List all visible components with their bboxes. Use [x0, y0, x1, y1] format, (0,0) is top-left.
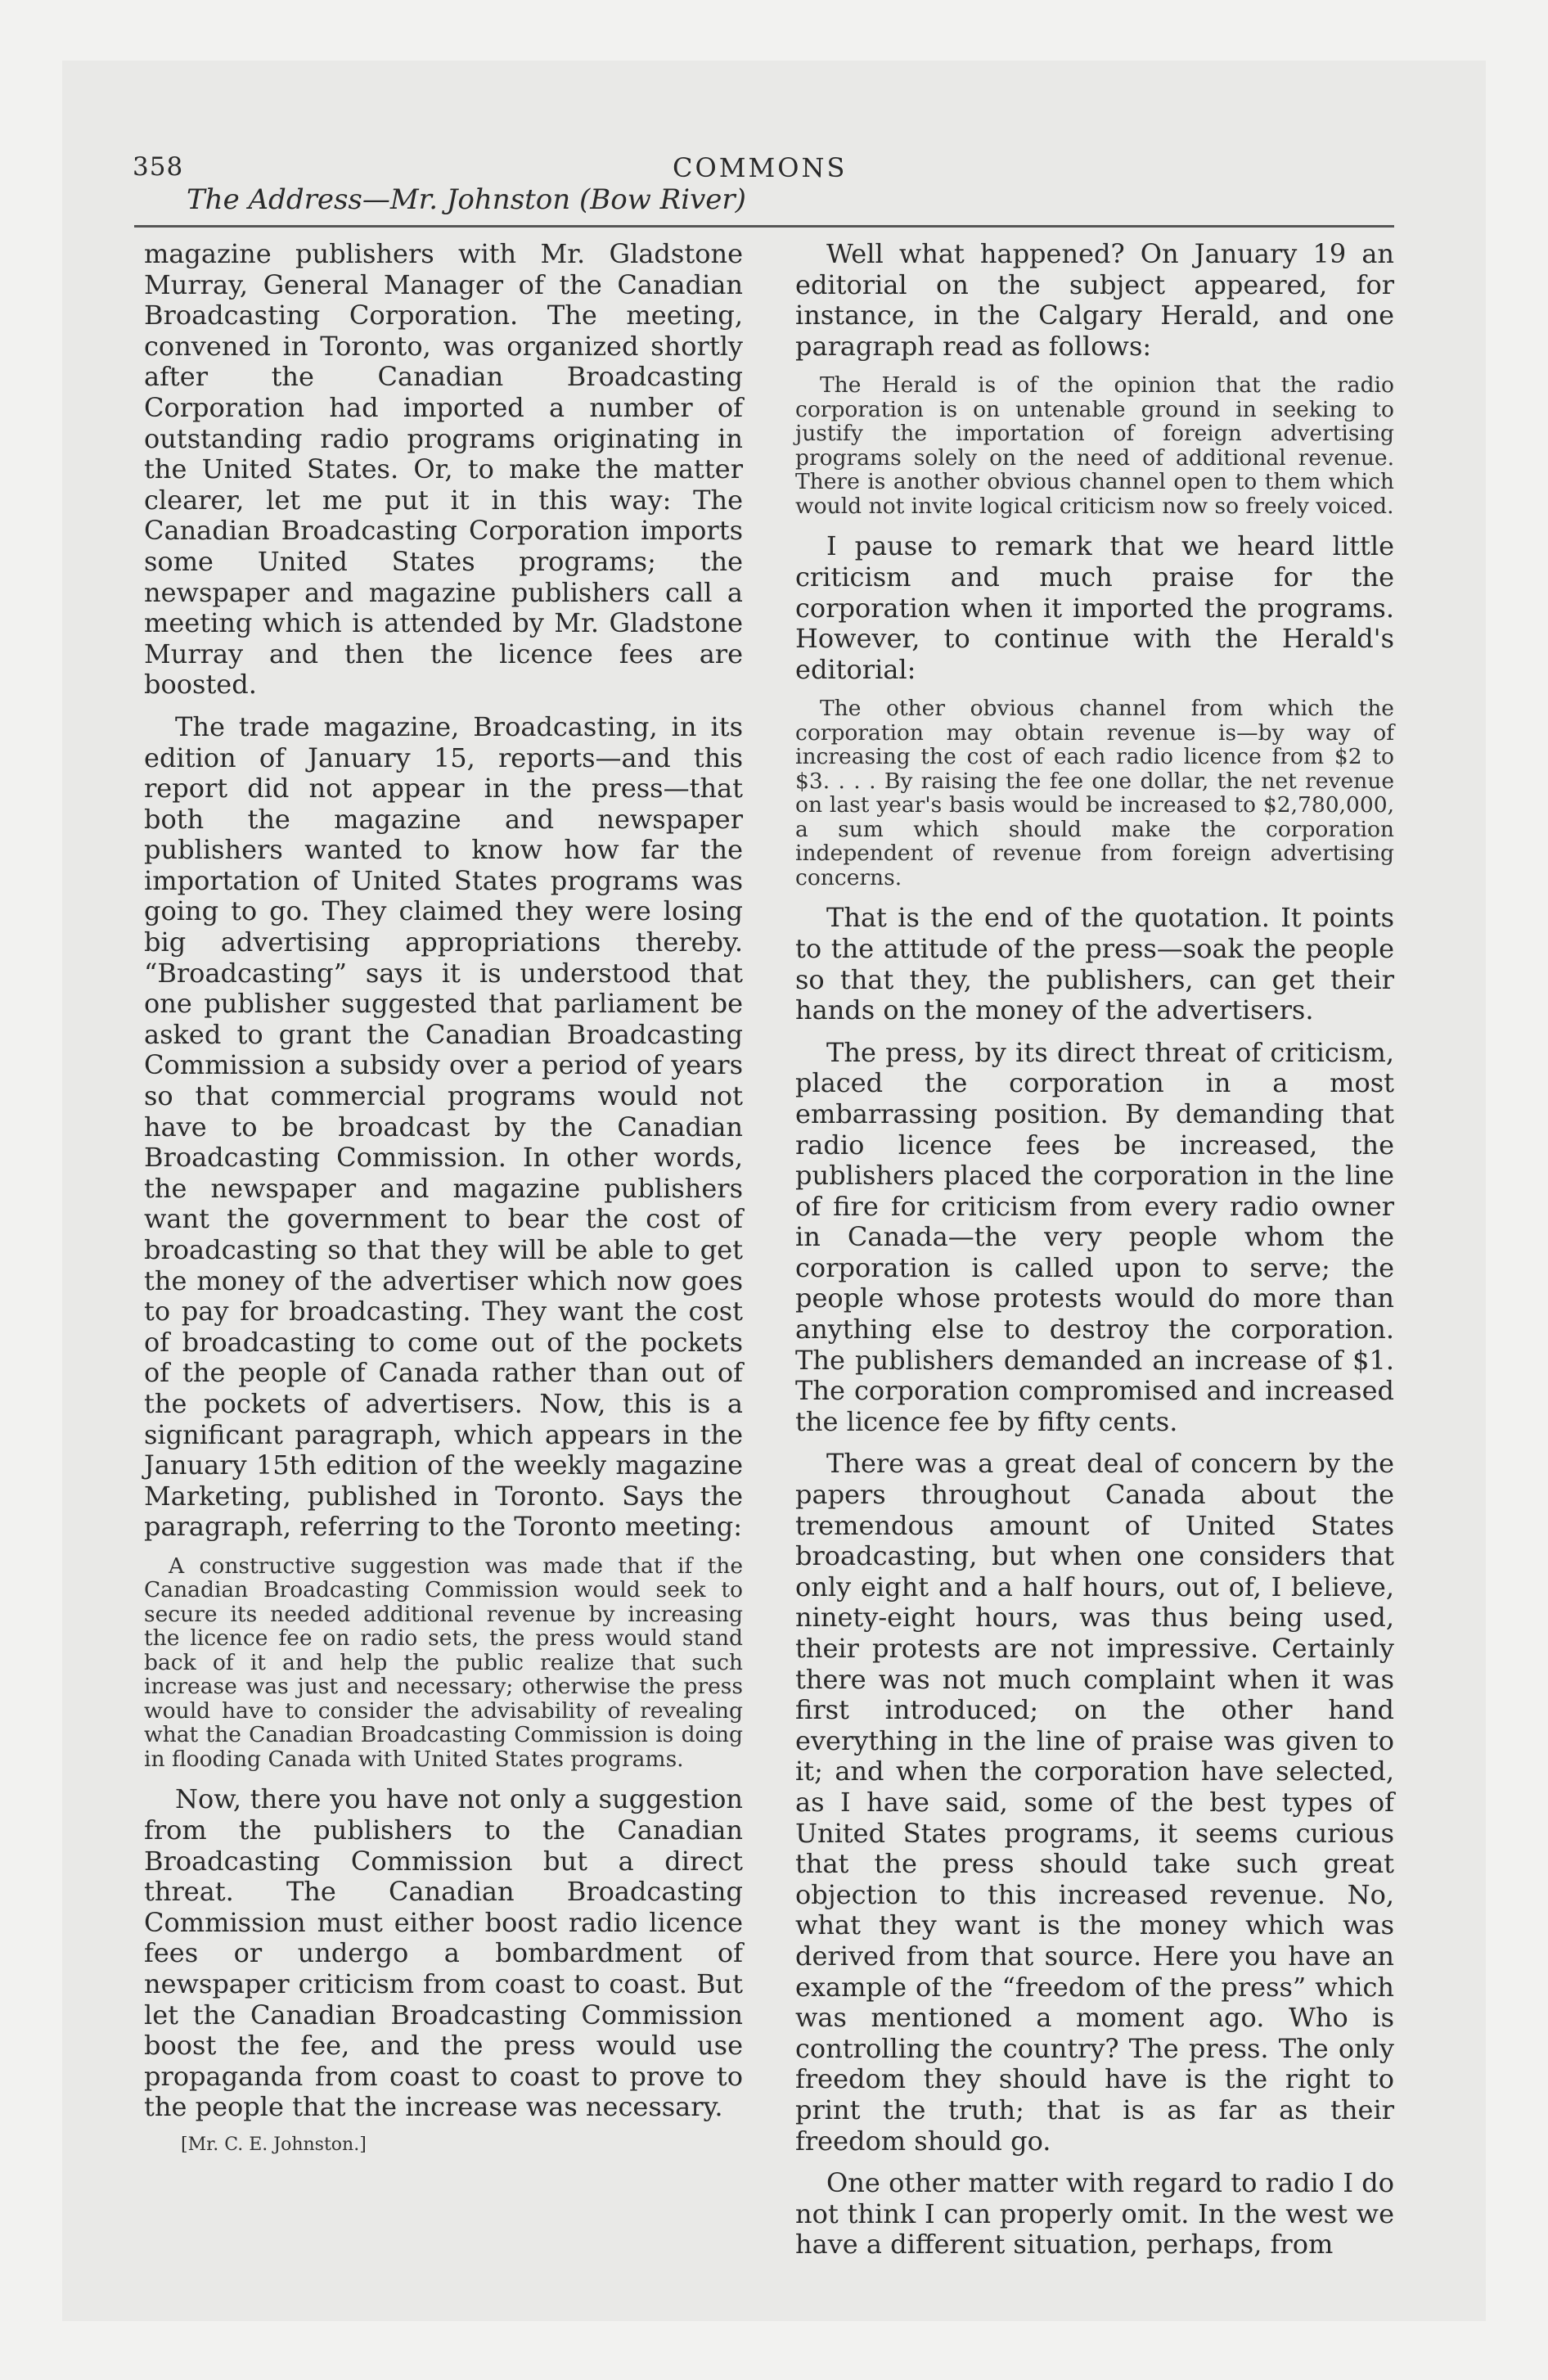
speaker-subhead: The Address—Mr. Johnston (Bow River) — [187, 183, 746, 216]
right-column — [795, 239, 1394, 2272]
paragraph: Well what happened? On January 19 an editorial on the subject appeared, for instance, in the Calgary Herald, and one paragraph read as follows: — [795, 238, 1394, 362]
paragraph: One other matter with regard to radio I do not think I can properly omit. In the west we have a different situation, perhaps, from — [795, 2167, 1394, 2261]
left-column — [144, 239, 743, 2155]
paragraph: Now, there you have not only a suggestion from the publishers to the Canadian Broadcasting Commission but a direct threat. The Canadian Broadcasting Commission must either boost radio licence fees or undergo a bombardment of newspaper criticism from coast to coast. But let the Canadian Broadcasting Commission boost the fee, and the press would use propaganda from coast to coast to prove to the people that the increase was necessary. — [144, 1783, 743, 2123]
page-number: 358 — [133, 152, 184, 182]
block-quote: The Herald is of the opinion that the radio corporation is on untenable ground in seeking to justify the importation of foreign advertising programs solely on the need of additional revenue. There is another obvious channel open to them which would not invite logical criticism now so freely voiced. — [795, 372, 1394, 519]
paragraph: I pause to remark that we heard little criticism and much praise for the corporation when it imported the programs. However, to continue with the Herald's editorial: — [795, 530, 1394, 685]
paragraph: The press, by its direct threat of criticism, placed the corporation in a most embarrassing position. By demanding that radio licence fees be increased, the publishers placed the corporation in the line of fire for criticism from every radio owner in Canada—the very people whom the corporation is called upon to serve; the people whose protests would do more than anything else to destroy the corporation. The publishers demanded an increase of $1. The corporation compromised and increased the licence fee by fifty cents. — [795, 1036, 1394, 1437]
block-quote: The other obvious channel from which the corporation may obtain revenue is—by way of increasing the cost of each radio licence from $2 to $3. . . . By raising the fee one dollar, the net revenue on last year's basis would be increased to $2,780,000, a sum which should make the corporation independent of revenue from foreign advertising concerns. — [795, 696, 1394, 890]
running-title: COMMONS — [673, 152, 848, 183]
paragraph: That is the end of the quotation. It points to the attitude of the press—soak the people so that they, the publishers, can get their hands on the money of the advertisers. — [795, 902, 1394, 1026]
paragraph: There was a great deal of concern by the papers throughout Canada about the tremendous amount of United States broadcasting, but when one considers that only eight and a half hours, out of, I believe, ninety-eight hours, was thus being used, their protests are not impressive. Certainly there was not much complaint when it was first introduced; on the other hand everything in the line of praise was given to it; and when the corporation have selected, as I have said, some of the best types of United States programs, it seems curious that the press should take such great objection to this increased revenue. No, what they want is the money which was derived from that source. Here you have an example of the “freedom of the press” which was mentioned a moment ago. Who is controlling the country? The press. The only freedom they should have is the right to print the truth; that is as far as their freedom should go. — [795, 1448, 1394, 2157]
paragraph: The trade magazine, Broadcasting, in its edition of January 15, reports—and this report did not appear in the press—that both the magazine and newspaper publishers wanted to know how far the importation of United States programs was going to go. They claimed they were losing big advertising appropriations thereby. “Broadcasting” says it is understood that one publisher suggested that parliament be asked to grant the Canadian Broadcasting Commission a subsidy over a period of years so that commercial programs would not have to be broadcast by the Canadian Broadcasting Commission. In other words, the newspaper and magazine publishers want the government to bear the cost of broadcasting so that they will be able to get the money of the advertiser which now goes to pay for broadcasting. They want the cost of broadcasting to come out of the pockets of the people of Canada rather than out of the pockets of advertisers. Now, this is a significant paragraph, which appears in the January 15th edition of the weekly magazine Marketing, published in Toronto. Says the paragraph, referring to the Toronto meeting: — [144, 710, 743, 1543]
paragraph: magazine publishers with Mr. Gladstone Murray, General Manager of the Canadian Broadcasting Corporation. The meeting, convened in Toronto, was organized shortly after the Canadian Broadcasting Corporation had imported a number of outstanding radio programs originating in the United States. Or, to make the matter clearer, let me put it in this way: The Canadian Broadcasting Corporation imports some United States programs; the newspaper and magazine publishers call a meeting which is attended by Mr. Gladstone Murray and then the licence fees are boosted. — [144, 238, 743, 701]
header-rule — [134, 225, 1394, 228]
block-quote: A constructive suggestion was made that if the Canadian Broadcasting Commission would seek to secure its needed additional revenue by increasing the licence fee on radio sets, the press would stand back of it and help the public realize that such increase was just and necessary; otherwise the press would have to consider the advisability of revealing what the Canadian Broadcasting Commission is doing in flooding Canada with United States programs. — [144, 1553, 743, 1772]
speaker-attribution: [Mr. C. E. Johnston.] — [181, 2134, 367, 2155]
